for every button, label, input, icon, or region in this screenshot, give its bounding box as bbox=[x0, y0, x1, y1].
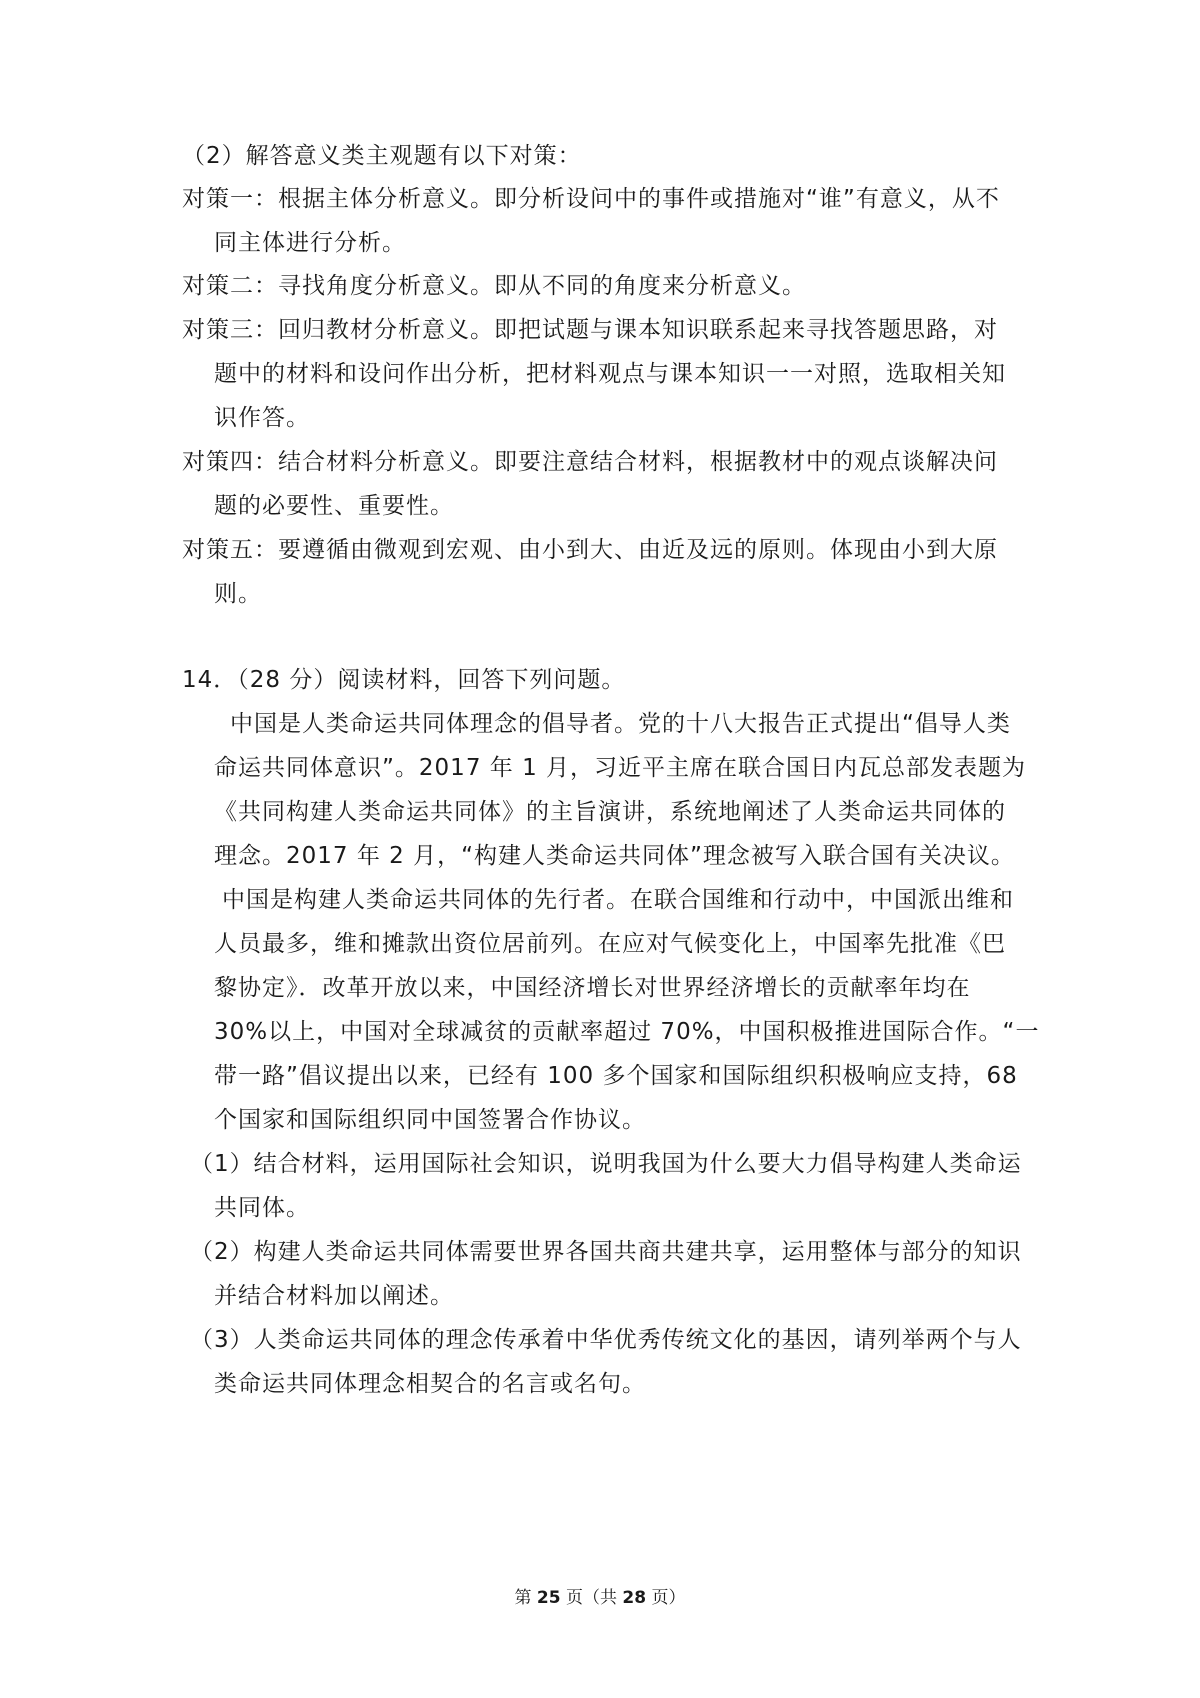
sub-question-3-line-1: （3）人类命运共同体的理念传承着中华优秀传统文化的基因，请列举两个与人 bbox=[190, 1327, 1022, 1353]
material-1-line-4: 理念。2017 年 2 月，“构建人类命运共同体”理念被写入联合国有关决议。 bbox=[214, 843, 1015, 869]
material-2-line-2: 人员最多，维和摊款出资位居前列。在应对气候变化上，中国率先批准《巴 bbox=[214, 931, 1006, 957]
strategy-5-line-1: 对策五：要遵循由微观到宏观、由小到大、由近及远的原则。体现由小到大原 bbox=[182, 537, 998, 563]
strategy-1-line-2: 同主体进行分析。 bbox=[214, 230, 406, 256]
material-2-line-4: 30%以上，中国对全球减贫的贡献率超过 70%，中国积极推进国际合作。“一 bbox=[214, 1019, 1040, 1045]
strategy-5-line-2: 则。 bbox=[214, 581, 262, 607]
sub-question-1-line-1: （1）结合材料，运用国际社会知识，说明我国为什么要大力倡导构建人类命运 bbox=[190, 1151, 1022, 1177]
page-footer bbox=[0, 1587, 1200, 1609]
total-page-count: 28 bbox=[622, 1588, 647, 1608]
strategy-3-line-2: 题中的材料和设问作出分析，把材料观点与课本知识一一对照，选取相关知 bbox=[214, 361, 1006, 387]
sub-question-2-line-2: 并结合材料加以阐述。 bbox=[214, 1283, 454, 1309]
material-1-line-3: 《共同构建人类命运共同体》的主旨演讲，系统地阐述了人类命运共同体的 bbox=[214, 799, 1006, 825]
material-1-line-2: 命运共同体意识”。2017 年 1 月，习近平主席在联合国日内瓦总部发表题为 bbox=[214, 755, 1027, 781]
sub-question-3-line-2: 类命运共同体理念相契合的名言或名句。 bbox=[214, 1371, 646, 1397]
sub-question-1-line-2: 共同体。 bbox=[214, 1195, 310, 1221]
section-heading: （2）解答意义类主观题有以下对策： bbox=[182, 143, 582, 169]
current-page-number: 25 bbox=[536, 1588, 561, 1608]
question-14-title: 14．（28 分）阅读材料，回答下列问题。 bbox=[182, 667, 626, 693]
strategy-2-line-1: 对策二：寻找角度分析意义。即从不同的角度来分析意义。 bbox=[182, 273, 806, 299]
strategy-4-line-1: 对策四：结合材料分析意义。即要注意结合材料，根据教材中的观点谈解决问 bbox=[182, 449, 998, 475]
footer-middle: 页（共 bbox=[566, 1588, 617, 1608]
material-2-line-1: 中国是构建人类命运共同体的先行者。在联合国维和行动中，中国派出维和 bbox=[222, 887, 1014, 913]
material-2-line-6: 个国家和国际组织同中国签署合作协议。 bbox=[214, 1107, 646, 1133]
material-1-line-1: 中国是人类命运共同体理念的倡导者。党的十八大报告正式提出“倡导人类 bbox=[230, 711, 1011, 737]
strategy-3-line-1: 对策三：回归教材分析意义。即把试题与课本知识联系起来寻找答题思路，对 bbox=[182, 317, 998, 343]
material-2-line-5: 带一路”倡议提出以来，已经有 100 多个国家和国际组织积极响应支持，68 bbox=[214, 1063, 1018, 1089]
footer-prefix: 第 bbox=[514, 1588, 532, 1608]
sub-question-2-line-1: （2）构建人类命运共同体需要世界各国共商共建共享，运用整体与部分的知识 bbox=[190, 1239, 1022, 1265]
strategy-1-line-1: 对策一：根据主体分析意义。即分析设问中的事件或措施对“谁”有意义，从不 bbox=[182, 186, 1000, 212]
footer-suffix: 页） bbox=[651, 1588, 686, 1608]
strategy-4-line-2: 题的必要性、重要性。 bbox=[214, 493, 454, 519]
strategy-3-line-3: 识作答。 bbox=[214, 405, 310, 431]
material-2-line-3: 黎协定》．改革开放以来，中国经济增长对世界经济增长的贡献率年均在 bbox=[214, 975, 971, 1001]
